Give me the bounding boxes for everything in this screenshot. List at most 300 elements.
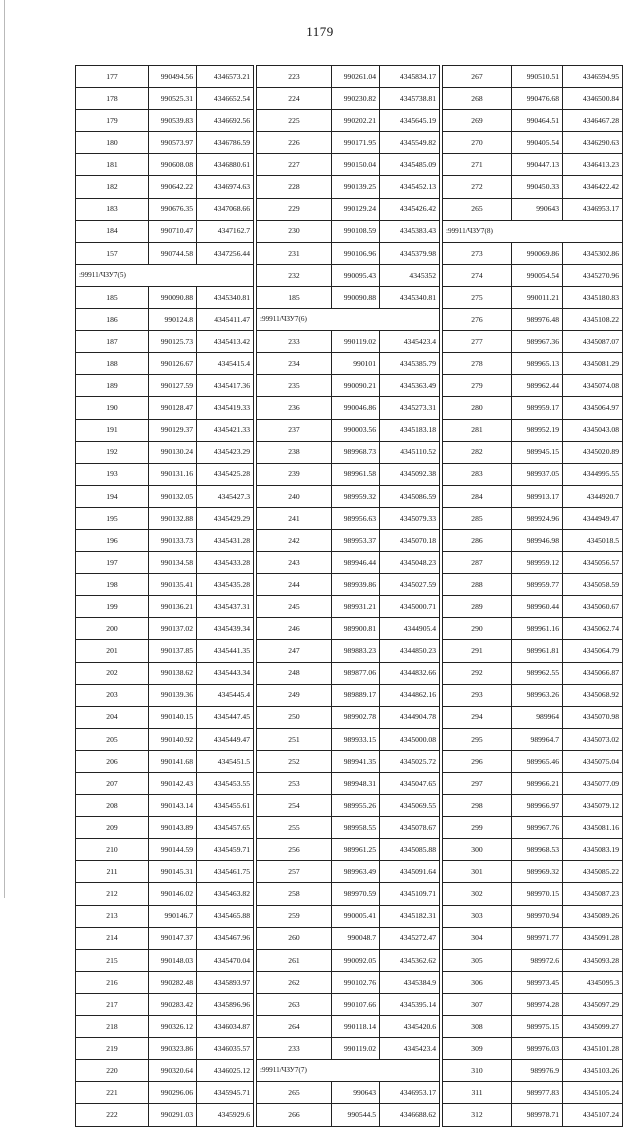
x-coordinate: 989939.86 bbox=[332, 574, 380, 596]
x-coordinate: 990744.58 bbox=[149, 242, 197, 264]
point-number: 233 bbox=[257, 1038, 332, 1060]
table-row bbox=[257, 684, 440, 706]
table-row bbox=[76, 375, 254, 397]
point-number: 202 bbox=[76, 662, 149, 684]
point-number: 243 bbox=[257, 552, 332, 574]
y-coordinate: 4346422.42 bbox=[563, 176, 623, 198]
y-coordinate: 4345419.33 bbox=[197, 397, 254, 419]
table-row bbox=[76, 773, 254, 795]
point-number: 249 bbox=[257, 684, 332, 706]
x-coordinate: 990676.35 bbox=[149, 198, 197, 220]
y-coordinate: 4346953.17 bbox=[380, 1082, 440, 1104]
y-coordinate: 4345091.64 bbox=[380, 861, 440, 883]
x-coordinate: 990132.05 bbox=[149, 485, 197, 507]
y-coordinate: 4345384.9 bbox=[380, 971, 440, 993]
point-number: 231 bbox=[257, 242, 332, 264]
section-label: :99911/ЧЗУ7(6) bbox=[257, 309, 440, 331]
x-coordinate: 990494.56 bbox=[149, 66, 197, 88]
y-coordinate: 4344905.4 bbox=[380, 618, 440, 640]
x-coordinate: 989902.78 bbox=[332, 706, 380, 728]
table-row bbox=[76, 861, 254, 883]
y-coordinate: 4345273.31 bbox=[380, 397, 440, 419]
point-number: 282 bbox=[443, 441, 512, 463]
table-row bbox=[257, 773, 440, 795]
point-number: 198 bbox=[76, 574, 149, 596]
point-number: 278 bbox=[443, 353, 512, 375]
y-coordinate: 4345020.89 bbox=[563, 441, 623, 463]
section-row bbox=[443, 220, 623, 242]
point-number: 273 bbox=[443, 242, 512, 264]
point-number: 292 bbox=[443, 662, 512, 684]
point-number: 304 bbox=[443, 927, 512, 949]
table-row bbox=[257, 618, 440, 640]
table-row bbox=[76, 397, 254, 419]
table-row bbox=[76, 949, 254, 971]
x-coordinate: 989924.96 bbox=[512, 507, 563, 529]
x-coordinate: 989961.16 bbox=[512, 618, 563, 640]
y-coordinate: 4345101.28 bbox=[563, 1038, 623, 1060]
table-row bbox=[443, 706, 623, 728]
point-number: 189 bbox=[76, 375, 149, 397]
y-coordinate: 4346413.23 bbox=[563, 154, 623, 176]
x-coordinate: 990642.22 bbox=[149, 176, 197, 198]
y-coordinate: 4345645.19 bbox=[380, 110, 440, 132]
point-number: 210 bbox=[76, 839, 149, 861]
table-row bbox=[443, 463, 623, 485]
x-coordinate: 989978.71 bbox=[512, 1104, 563, 1126]
y-coordinate: 4345079.12 bbox=[563, 795, 623, 817]
y-coordinate: 4345423.29 bbox=[197, 441, 254, 463]
x-coordinate: 990608.08 bbox=[149, 154, 197, 176]
point-number: 306 bbox=[443, 971, 512, 993]
x-coordinate: 989961.58 bbox=[332, 463, 380, 485]
y-coordinate: 4345270.96 bbox=[563, 264, 623, 286]
y-coordinate: 4345423.4 bbox=[380, 1038, 440, 1060]
y-coordinate: 4345896.96 bbox=[197, 993, 254, 1015]
x-coordinate: 989974.28 bbox=[512, 993, 563, 1015]
point-number: 220 bbox=[76, 1060, 149, 1082]
x-coordinate: 990143.89 bbox=[149, 817, 197, 839]
table-row bbox=[257, 706, 440, 728]
point-number: 242 bbox=[257, 529, 332, 551]
x-coordinate: 990447.13 bbox=[512, 154, 563, 176]
y-coordinate: 4346692.56 bbox=[197, 110, 254, 132]
point-number: 301 bbox=[443, 861, 512, 883]
point-number: 224 bbox=[257, 88, 332, 110]
table-row bbox=[76, 331, 254, 353]
table-row bbox=[443, 552, 623, 574]
point-number: 290 bbox=[443, 618, 512, 640]
point-number: 234 bbox=[257, 353, 332, 375]
point-number: 216 bbox=[76, 971, 149, 993]
table-row bbox=[76, 618, 254, 640]
y-coordinate: 4344920.7 bbox=[563, 485, 623, 507]
point-number: 240 bbox=[257, 485, 332, 507]
table-row bbox=[443, 507, 623, 529]
point-number: 185 bbox=[257, 286, 332, 308]
x-coordinate: 990048.7 bbox=[332, 927, 380, 949]
point-number: 179 bbox=[76, 110, 149, 132]
table-row bbox=[76, 1016, 254, 1038]
y-coordinate: 4345420.6 bbox=[380, 1016, 440, 1038]
point-number: 299 bbox=[443, 817, 512, 839]
table-row bbox=[257, 132, 440, 154]
point-number: 228 bbox=[257, 176, 332, 198]
table-row bbox=[76, 1038, 254, 1060]
table-row bbox=[76, 817, 254, 839]
point-number: 266 bbox=[257, 1104, 332, 1126]
table-row bbox=[76, 66, 254, 88]
point-number: 221 bbox=[76, 1082, 149, 1104]
table-row bbox=[257, 949, 440, 971]
y-coordinate: 4345183.18 bbox=[380, 419, 440, 441]
x-coordinate: 989970.94 bbox=[512, 905, 563, 927]
point-number: 194 bbox=[76, 485, 149, 507]
y-coordinate: 4345352 bbox=[380, 264, 440, 286]
point-number: 254 bbox=[257, 795, 332, 817]
table-row bbox=[76, 883, 254, 905]
y-coordinate: 4345893.97 bbox=[197, 971, 254, 993]
y-coordinate: 4345000.71 bbox=[380, 596, 440, 618]
point-number: 241 bbox=[257, 507, 332, 529]
point-number: 258 bbox=[257, 883, 332, 905]
point-number: 225 bbox=[257, 110, 332, 132]
point-number: 256 bbox=[257, 839, 332, 861]
point-number: 283 bbox=[443, 463, 512, 485]
y-coordinate: 4345453.55 bbox=[197, 773, 254, 795]
y-coordinate: 4345182.31 bbox=[380, 905, 440, 927]
table-row bbox=[76, 110, 254, 132]
x-coordinate: 989973.45 bbox=[512, 971, 563, 993]
y-coordinate: 4346573.21 bbox=[197, 66, 254, 88]
y-coordinate: 4346500.84 bbox=[563, 88, 623, 110]
point-number: 284 bbox=[443, 485, 512, 507]
y-coordinate: 4344850.23 bbox=[380, 640, 440, 662]
table-row bbox=[443, 905, 623, 927]
x-coordinate: 990095.43 bbox=[332, 264, 380, 286]
table-row bbox=[257, 993, 440, 1015]
y-coordinate: 4345435.28 bbox=[197, 574, 254, 596]
point-number: 203 bbox=[76, 684, 149, 706]
x-coordinate: 990132.88 bbox=[149, 507, 197, 529]
point-number: 193 bbox=[76, 463, 149, 485]
y-coordinate: 4345461.75 bbox=[197, 861, 254, 883]
x-coordinate: 989965.46 bbox=[512, 750, 563, 772]
table-row bbox=[76, 132, 254, 154]
x-coordinate: 990296.06 bbox=[149, 1082, 197, 1104]
point-number: 253 bbox=[257, 773, 332, 795]
x-coordinate: 989945.15 bbox=[512, 441, 563, 463]
y-coordinate: 4345043.08 bbox=[563, 419, 623, 441]
x-coordinate: 989946.98 bbox=[512, 529, 563, 551]
table-row bbox=[443, 927, 623, 949]
x-coordinate: 989971.77 bbox=[512, 927, 563, 949]
table-row bbox=[443, 419, 623, 441]
table-row bbox=[257, 662, 440, 684]
table-row bbox=[257, 817, 440, 839]
point-number: 298 bbox=[443, 795, 512, 817]
y-coordinate: 4345103.26 bbox=[563, 1060, 623, 1082]
table-row bbox=[443, 971, 623, 993]
x-coordinate: 990134.58 bbox=[149, 552, 197, 574]
y-coordinate: 4345025.72 bbox=[380, 750, 440, 772]
table-row bbox=[443, 750, 623, 772]
point-number: 285 bbox=[443, 507, 512, 529]
table-row bbox=[76, 750, 254, 772]
point-number: 200 bbox=[76, 618, 149, 640]
point-number: 190 bbox=[76, 397, 149, 419]
table-row bbox=[76, 441, 254, 463]
x-coordinate: 989941.35 bbox=[332, 750, 380, 772]
y-coordinate: 4344995.55 bbox=[563, 463, 623, 485]
point-number: 217 bbox=[76, 993, 149, 1015]
point-number: 223 bbox=[257, 66, 332, 88]
y-coordinate: 4345426.42 bbox=[380, 198, 440, 220]
table-row bbox=[76, 198, 254, 220]
x-coordinate: 990119.02 bbox=[332, 1038, 380, 1060]
x-coordinate: 990129.24 bbox=[332, 198, 380, 220]
point-number: 279 bbox=[443, 375, 512, 397]
y-coordinate: 4345027.59 bbox=[380, 574, 440, 596]
y-coordinate: 4345433.28 bbox=[197, 552, 254, 574]
y-coordinate: 4345064.79 bbox=[563, 640, 623, 662]
point-number: 310 bbox=[443, 1060, 512, 1082]
point-number: 250 bbox=[257, 706, 332, 728]
point-number: 252 bbox=[257, 750, 332, 772]
x-coordinate: 990137.02 bbox=[149, 618, 197, 640]
table-row bbox=[443, 1038, 623, 1060]
x-coordinate: 989931.21 bbox=[332, 596, 380, 618]
point-number: 233 bbox=[257, 331, 332, 353]
x-coordinate: 989970.59 bbox=[332, 883, 380, 905]
x-coordinate: 989964.7 bbox=[512, 728, 563, 750]
x-coordinate: 989959.17 bbox=[512, 397, 563, 419]
point-number: 263 bbox=[257, 993, 332, 1015]
y-coordinate: 4345093.28 bbox=[563, 949, 623, 971]
y-coordinate: 4345465.88 bbox=[197, 905, 254, 927]
x-coordinate: 990573.97 bbox=[149, 132, 197, 154]
y-coordinate: 4345060.67 bbox=[563, 596, 623, 618]
table-row bbox=[257, 375, 440, 397]
point-number: 303 bbox=[443, 905, 512, 927]
point-number: 185 bbox=[76, 286, 149, 308]
y-coordinate: 4345180.83 bbox=[563, 286, 623, 308]
x-coordinate: 990003.56 bbox=[332, 419, 380, 441]
table-row bbox=[76, 640, 254, 662]
x-coordinate: 989952.19 bbox=[512, 419, 563, 441]
x-coordinate: 990510.51 bbox=[512, 66, 563, 88]
y-coordinate: 4345107.24 bbox=[563, 1104, 623, 1126]
y-coordinate: 4345485.09 bbox=[380, 154, 440, 176]
x-coordinate: 989877.06 bbox=[332, 662, 380, 684]
point-number: 211 bbox=[76, 861, 149, 883]
y-coordinate: 4345549.82 bbox=[380, 132, 440, 154]
y-coordinate: 4345425.28 bbox=[197, 463, 254, 485]
y-coordinate: 4346688.62 bbox=[380, 1104, 440, 1126]
point-number: 236 bbox=[257, 397, 332, 419]
x-coordinate: 990476.68 bbox=[512, 88, 563, 110]
y-coordinate: 4345109.71 bbox=[380, 883, 440, 905]
table-row bbox=[257, 640, 440, 662]
point-number: 209 bbox=[76, 817, 149, 839]
x-coordinate: 990046.86 bbox=[332, 397, 380, 419]
point-number: 265 bbox=[443, 198, 512, 220]
table-row bbox=[443, 861, 623, 883]
table-row bbox=[257, 176, 440, 198]
y-coordinate: 4345062.74 bbox=[563, 618, 623, 640]
point-number: 245 bbox=[257, 596, 332, 618]
x-coordinate: 989976.9 bbox=[512, 1060, 563, 1082]
x-coordinate: 990147.37 bbox=[149, 927, 197, 949]
x-coordinate: 990126.67 bbox=[149, 353, 197, 375]
x-coordinate: 989963.26 bbox=[512, 684, 563, 706]
y-coordinate: 4345108.22 bbox=[563, 309, 623, 331]
x-coordinate: 989913.17 bbox=[512, 485, 563, 507]
table-row bbox=[257, 286, 440, 308]
x-coordinate: 990140.15 bbox=[149, 706, 197, 728]
point-number: 296 bbox=[443, 750, 512, 772]
table-row bbox=[257, 905, 440, 927]
table-row bbox=[257, 242, 440, 264]
table-row bbox=[76, 993, 254, 1015]
y-coordinate: 4345449.47 bbox=[197, 728, 254, 750]
table-row bbox=[257, 397, 440, 419]
y-coordinate: 4345087.07 bbox=[563, 331, 623, 353]
x-coordinate: 990090.21 bbox=[332, 375, 380, 397]
point-number: 308 bbox=[443, 1016, 512, 1038]
section-label: :99911/ЧЗУ7(8) bbox=[443, 220, 623, 242]
x-coordinate: 989962.55 bbox=[512, 662, 563, 684]
x-coordinate: 990090.88 bbox=[332, 286, 380, 308]
table-row bbox=[443, 1016, 623, 1038]
x-coordinate: 990405.54 bbox=[512, 132, 563, 154]
x-coordinate: 989961.25 bbox=[332, 839, 380, 861]
x-coordinate: 989953.37 bbox=[332, 529, 380, 551]
y-coordinate: 4345429.29 bbox=[197, 507, 254, 529]
x-coordinate: 990326.12 bbox=[149, 1016, 197, 1038]
page-number: 1179 bbox=[306, 24, 334, 39]
x-coordinate: 989958.55 bbox=[332, 817, 380, 839]
y-coordinate: 4344949.47 bbox=[563, 507, 623, 529]
table-row bbox=[257, 1104, 440, 1126]
x-coordinate: 990525.31 bbox=[149, 88, 197, 110]
y-coordinate: 4345415.4 bbox=[197, 353, 254, 375]
y-coordinate: 4346652.54 bbox=[197, 88, 254, 110]
table-row bbox=[76, 795, 254, 817]
table-row bbox=[76, 220, 254, 242]
table-row bbox=[443, 110, 623, 132]
table-row bbox=[257, 883, 440, 905]
point-number: 214 bbox=[76, 927, 149, 949]
table-row bbox=[257, 419, 440, 441]
x-coordinate: 989962.44 bbox=[512, 375, 563, 397]
point-number: 208 bbox=[76, 795, 149, 817]
point-number: 204 bbox=[76, 706, 149, 728]
x-coordinate: 990283.42 bbox=[149, 993, 197, 1015]
y-coordinate: 4345431.28 bbox=[197, 529, 254, 551]
x-coordinate: 990171.95 bbox=[332, 132, 380, 154]
table-row bbox=[443, 66, 623, 88]
point-number: 300 bbox=[443, 839, 512, 861]
y-coordinate: 4346290.63 bbox=[563, 132, 623, 154]
point-number: 268 bbox=[443, 88, 512, 110]
point-number: 230 bbox=[257, 220, 332, 242]
y-coordinate: 4345417.36 bbox=[197, 375, 254, 397]
x-coordinate: 990125.73 bbox=[149, 331, 197, 353]
y-coordinate: 4345077.09 bbox=[563, 773, 623, 795]
point-number: 219 bbox=[76, 1038, 149, 1060]
table-row bbox=[76, 1060, 254, 1082]
table-row bbox=[443, 1060, 623, 1082]
y-coordinate: 4347068.66 bbox=[197, 198, 254, 220]
table-row bbox=[257, 1016, 440, 1038]
x-coordinate: 990106.96 bbox=[332, 242, 380, 264]
x-coordinate: 989965.13 bbox=[512, 353, 563, 375]
x-coordinate: 990124.8 bbox=[149, 309, 197, 331]
y-coordinate: 4346953.17 bbox=[563, 198, 623, 220]
table-row bbox=[257, 1038, 440, 1060]
table-row bbox=[76, 154, 254, 176]
point-number: 181 bbox=[76, 154, 149, 176]
y-coordinate: 4345091.28 bbox=[563, 927, 623, 949]
table-row bbox=[257, 574, 440, 596]
y-coordinate: 4346880.61 bbox=[197, 154, 254, 176]
x-coordinate: 989960.44 bbox=[512, 596, 563, 618]
table-row bbox=[76, 242, 254, 264]
point-number: 191 bbox=[76, 419, 149, 441]
table-row bbox=[443, 728, 623, 750]
y-coordinate: 4345078.67 bbox=[380, 817, 440, 839]
point-number: 188 bbox=[76, 353, 149, 375]
table-row bbox=[76, 419, 254, 441]
x-coordinate: 990146.02 bbox=[149, 883, 197, 905]
x-coordinate: 990320.64 bbox=[149, 1060, 197, 1082]
table-row bbox=[257, 66, 440, 88]
y-coordinate: 4345427.3 bbox=[197, 485, 254, 507]
table-row bbox=[443, 132, 623, 154]
x-coordinate: 989967.36 bbox=[512, 331, 563, 353]
y-coordinate: 4345383.43 bbox=[380, 220, 440, 242]
table-row bbox=[443, 574, 623, 596]
table-row bbox=[76, 728, 254, 750]
y-coordinate: 4345455.61 bbox=[197, 795, 254, 817]
y-coordinate: 4345340.81 bbox=[380, 286, 440, 308]
coordinates-table-left bbox=[75, 65, 254, 1127]
y-coordinate: 4345945.71 bbox=[197, 1082, 254, 1104]
x-coordinate: 990005.41 bbox=[332, 905, 380, 927]
section-label: :99911/ЧЗУ7(5) bbox=[76, 264, 254, 286]
point-number: 212 bbox=[76, 883, 149, 905]
point-number: 294 bbox=[443, 706, 512, 728]
table-row bbox=[76, 1082, 254, 1104]
point-number: 215 bbox=[76, 949, 149, 971]
table-row bbox=[76, 927, 254, 949]
x-coordinate: 990092.05 bbox=[332, 949, 380, 971]
table-row bbox=[257, 839, 440, 861]
y-coordinate: 4345447.45 bbox=[197, 706, 254, 728]
point-number: 295 bbox=[443, 728, 512, 750]
x-coordinate: 990140.92 bbox=[149, 728, 197, 750]
x-coordinate: 989959.12 bbox=[512, 552, 563, 574]
x-coordinate: 990539.83 bbox=[149, 110, 197, 132]
table-row bbox=[443, 640, 623, 662]
point-number: 287 bbox=[443, 552, 512, 574]
point-number: 187 bbox=[76, 331, 149, 353]
point-number: 226 bbox=[257, 132, 332, 154]
table-row bbox=[257, 485, 440, 507]
table-row bbox=[443, 264, 623, 286]
point-number: 246 bbox=[257, 618, 332, 640]
